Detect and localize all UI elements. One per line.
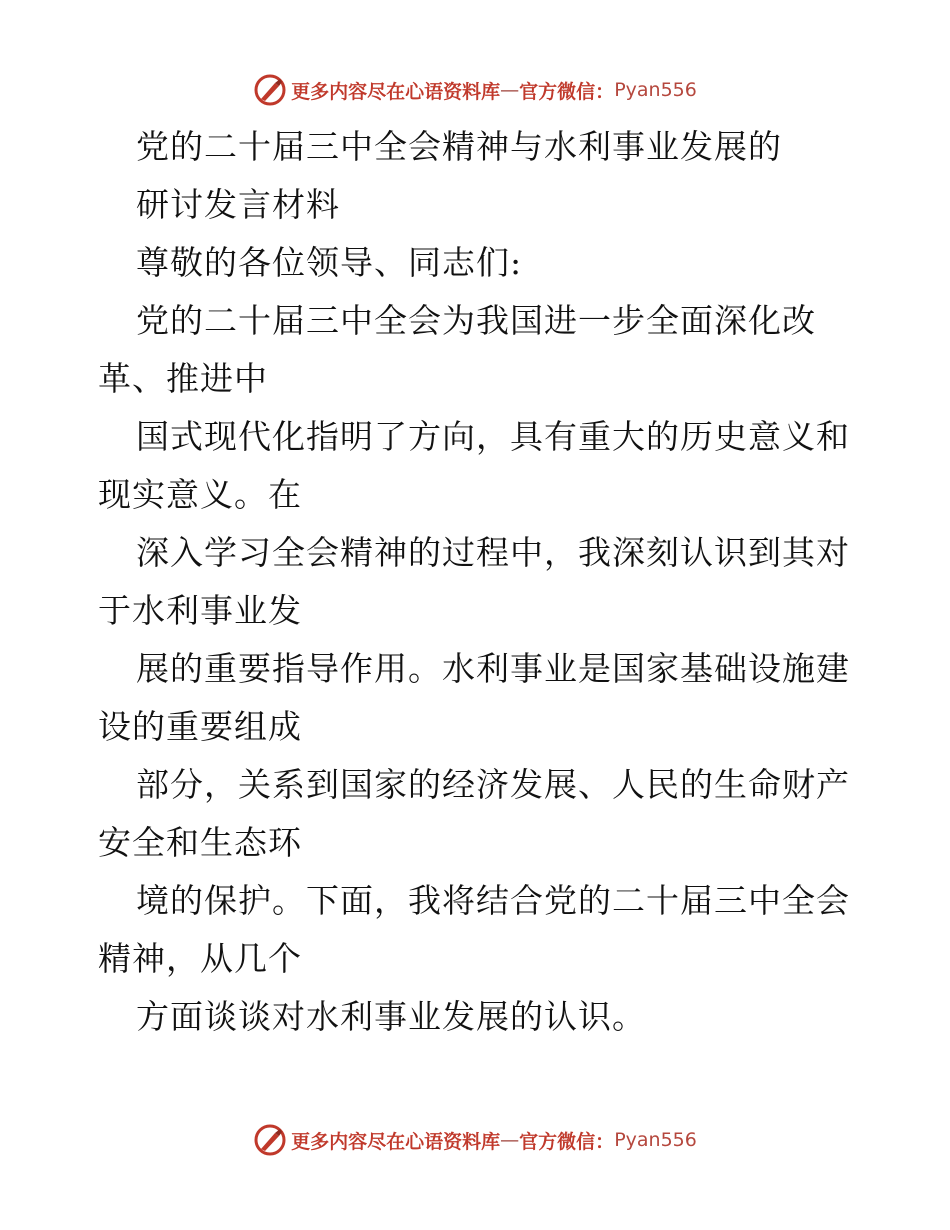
paragraph-line: 现实意义。在 [98, 475, 302, 514]
pen-logo-icon [253, 73, 287, 107]
banner-separator: — [500, 79, 520, 101]
banner-wechat-id: Pyan556 [614, 79, 697, 101]
paragraph-line: 国式现代化指明了方向，具有重大的历史意义和 [136, 417, 850, 456]
paragraph-line: 精神，从几个 [98, 939, 302, 978]
banner-text: 更多内容尽在心语资料库 [291, 80, 501, 103]
paragraph-line: 境的保护。下面，我将结合党的二十届三中全会 [136, 881, 850, 920]
paragraph-line: 设的重要组成 [98, 707, 302, 746]
salutation: 尊敬的各位领导、同志们: [136, 243, 523, 282]
footer-banner [0, 1120, 950, 1160]
header-banner [0, 70, 950, 110]
banner-text: 更多内容尽在心语资料库 [291, 1130, 501, 1153]
pen-logo-icon [253, 1123, 287, 1157]
title-line-2: 研讨发言材料 [136, 185, 340, 224]
banner-separator: — [500, 1129, 520, 1151]
paragraph-line: 展的重要指导作用。水利事业是国家基础设施建 [136, 649, 850, 688]
banner-suffix: 官方微信： [519, 1130, 615, 1153]
paragraph-line: 于水利事业发 [98, 591, 302, 630]
paragraph-line: 安全和生态环 [98, 823, 302, 862]
paragraph-line: 深入学习全会精神的过程中，我深刻认识到其对 [136, 533, 850, 572]
paragraph-line: 方面谈谈对水利事业发展的认识。 [136, 997, 646, 1036]
title-line-1: 党的二十届三中全会精神与水利事业发展的 [136, 127, 782, 166]
document-body [98, 118, 858, 1046]
banner-suffix: 官方微信： [519, 80, 615, 103]
paragraph-line: 部分，关系到国家的经济发展、人民的生命财产 [136, 765, 850, 804]
paragraph-line: 党的二十届三中全会为我国进一步全面深化改 [136, 301, 816, 340]
banner-wechat-id: Pyan556 [614, 1129, 697, 1151]
paragraph-line: 革、推进中 [98, 359, 268, 398]
